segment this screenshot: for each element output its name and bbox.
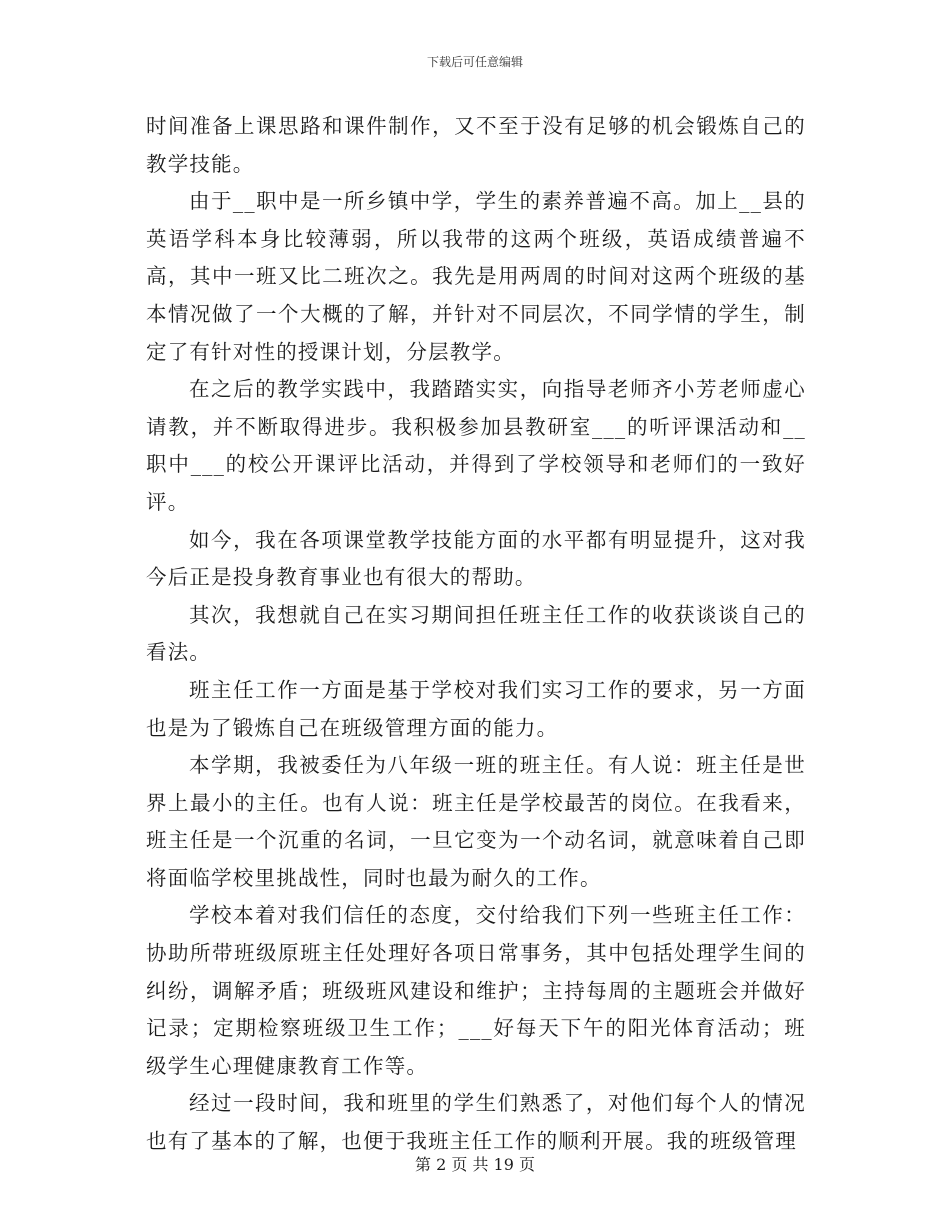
paragraph-7: 本学期，我被委任为八年级一班的班主任。有人说：班主任是世界上最小的主任。也有人说：班主任是学校最苦的岗位。在我看来，班主任是一个沉重的名词，一旦它变为一个动名词，就意味着自己即将面临学校里挑战性，同时也最为耐久的工作。 bbox=[146, 753, 806, 890]
paragraph-1: 时间准备上课思路和课件制作，又不至于没有足够的机会锻炼自己的教学技能。 bbox=[146, 114, 806, 176]
paragraph-4: 如今，我在各项课堂教学技能方面的水平都有明显提升，这对我今后正是投身教育事业也有很大的帮助。 bbox=[146, 527, 806, 590]
page-number: 第 2 页 共 19 页 bbox=[415, 1155, 535, 1174]
paragraph-8: 学校本着对我们信任的态度，交付给我们下列一些班主任工作：协助所带班级原班主任处理好各项日常事务，其中包括处理学生间的纠纷，调解矛盾；班级班风建设和维护；主持每周的主题班会并做好记录；定期检察班级卫生工作；___好每天下午的阳光体育活动；班级学生心理健康教育工作等。 bbox=[146, 903, 806, 1078]
paragraph-9: 经过一段时间，我和班里的学生们熟悉了，对他们每个人的情况也有了基本的了解，也便于我班主任工作的顺利开展。我的班级管理 bbox=[146, 1091, 806, 1154]
paragraph-6: 班主任工作一方面是基于学校对我们实习工作的要求，另一方面也是为了锻炼自己在班级管理方面的能力。 bbox=[146, 677, 806, 740]
paragraph-5: 其次，我想就自己在实习期间担任班主任工作的收获谈谈自己的看法。 bbox=[146, 602, 806, 665]
document-body bbox=[146, 108, 806, 1161]
paragraph-2: 由于__职中是一所乡镇中学，学生的素养普遍不高。加上__县的英语学科本身比较薄弱，所以我带的这两个班级，英语成绩普遍不高，其中一班又比二班次之。我先是用两周的时间对这两个班级的基本情况做了一个大概的了解，并针对不同层次，不同学情的学生，制定了有针对性的授课计划，分层教学。 bbox=[146, 189, 806, 364]
page-header-note: 下载后可任意编辑 bbox=[426, 55, 523, 69]
paragraph-3: 在之后的教学实践中，我踏踏实实，向指导老师齐小芳老师虚心请教，并不断取得进步。我积极参加县教研室___的听评课活动和__职中___的校公开课评比活动，并得到了学校领导和老师们的一致好评。 bbox=[146, 377, 806, 514]
